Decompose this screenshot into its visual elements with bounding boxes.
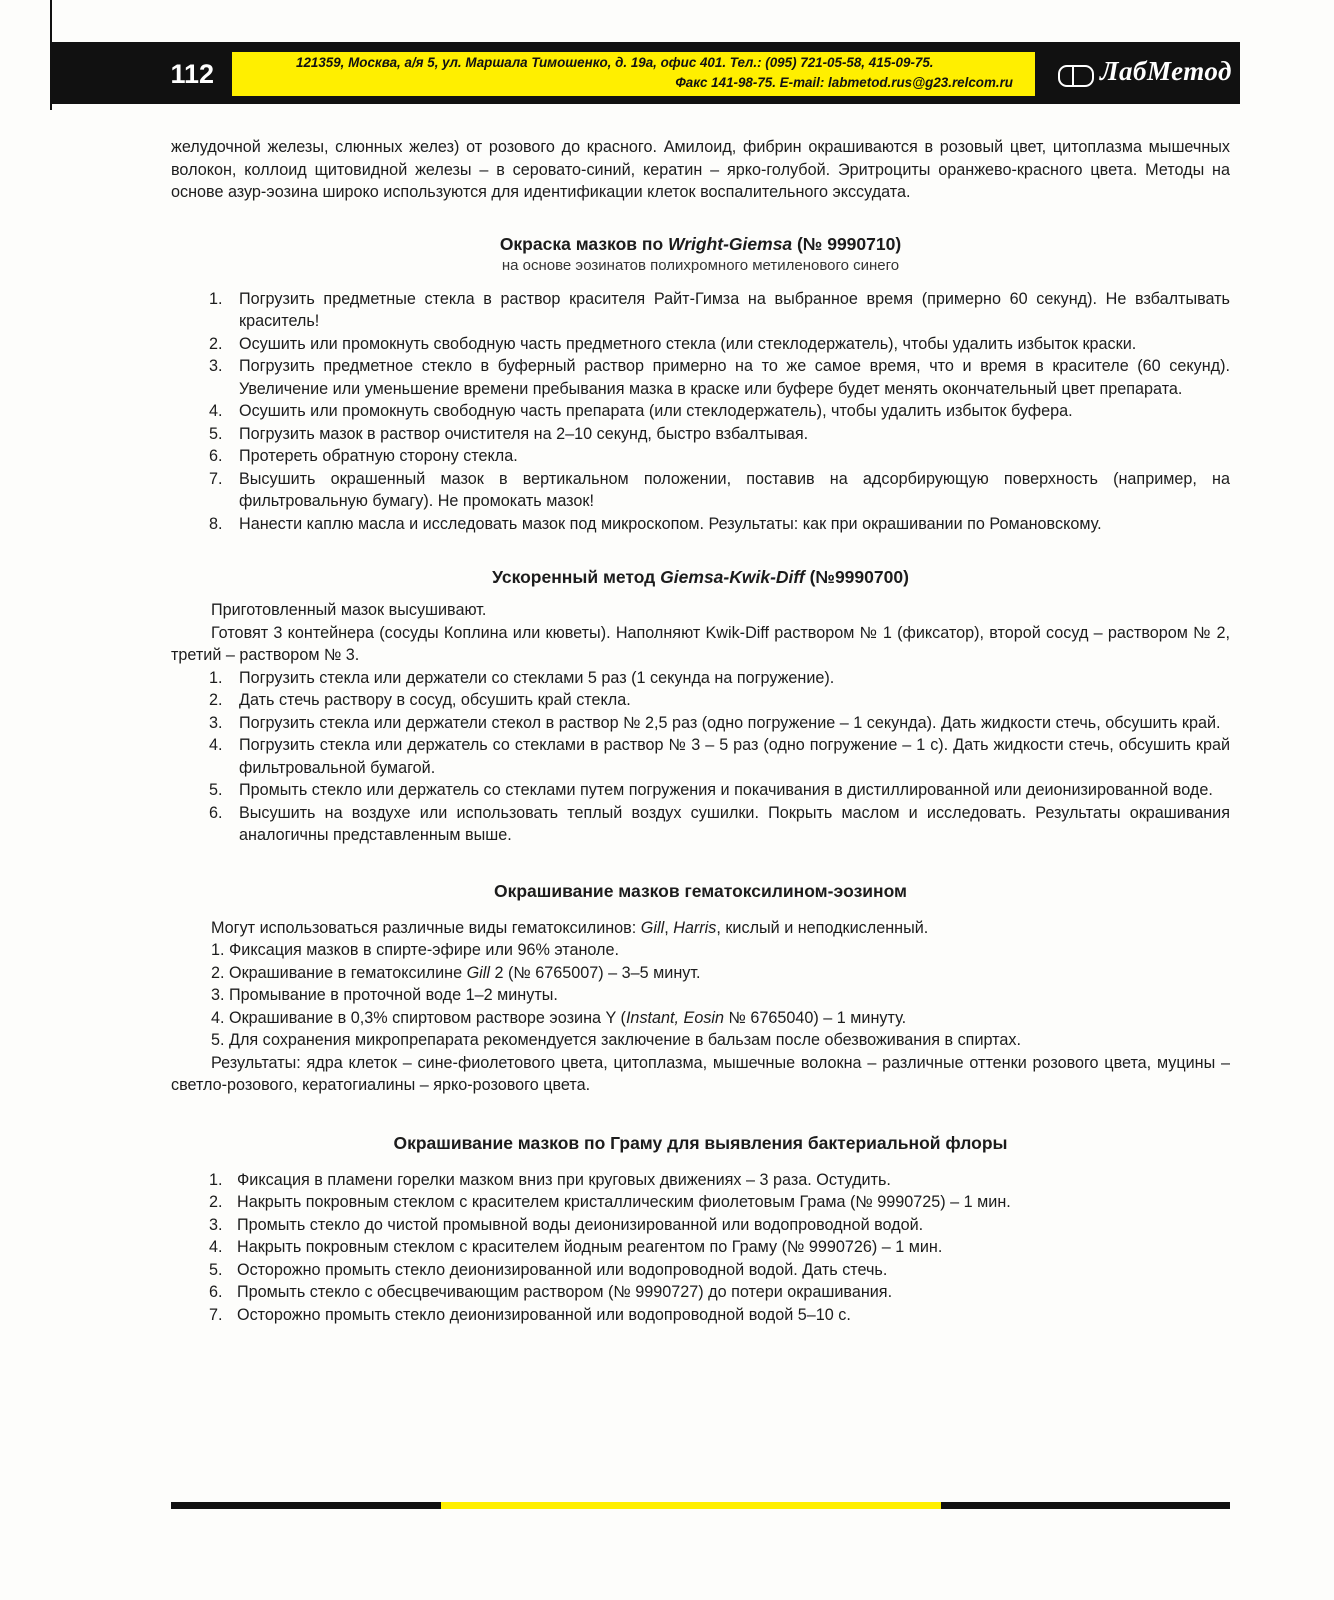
title-part: (№9990700) <box>804 567 909 587</box>
list-item <box>171 667 1230 690</box>
address-banner <box>232 52 1035 96</box>
list-item-number: 5. <box>209 424 223 443</box>
section-title: Окрашивание мазков гематоксилином-эозином <box>493 880 908 901</box>
list-item-number: 2. <box>209 691 223 709</box>
text-italic: Gill <box>466 963 490 982</box>
list-item-text: Накрыть покровным стеклом с красителем йодным реагентом по Граму (№ 9990726) – 1 мин. <box>237 1238 943 1256</box>
footer-rule-yellow <box>441 1502 941 1509</box>
section-wright-giemsa <box>171 232 1230 536</box>
page-number: 112 <box>170 59 214 89</box>
list-item-text: Промыть стекло до чистой промывной воды деионизированной или водопроводной водой. <box>237 1215 924 1234</box>
title-part: (№ 9990710) <box>792 233 902 254</box>
list-item <box>171 802 1230 847</box>
list-item-text: Нанести каплю масла и исследовать мазок под микроскопом. Результаты: как при окрашивании по Романовскому. <box>239 514 1102 533</box>
text: № 6765040) – 1 минуту. <box>724 1008 907 1027</box>
list-item-text: Высушить на воздухе или использовать теплый воздух сушилки. Покрыть маслом и исследовать. Результаты окрашивания аналогичны представленным выше. <box>239 803 1230 844</box>
address-line-2: Факс 141-98-75. E-mail: labmetod.rus@g23.relcom.ru <box>675 75 1013 90</box>
text-italic: Harris <box>673 918 717 937</box>
list-item-number: 6. <box>209 1283 223 1301</box>
title-italic: Giemsa-Kwik-Diff <box>660 567 805 587</box>
list-item <box>171 1259 1230 1282</box>
footer-rule-black-right <box>941 1502 1230 1509</box>
list-item-number: 4. <box>209 736 223 754</box>
list-item <box>171 734 1230 779</box>
page-number-block <box>52 48 232 100</box>
list-item-text: Промыть стекло или держатель со стеклами путем погружения и покачивания в дистиллированной или деионизированной воде. <box>239 781 1213 799</box>
list-item-number: 1. <box>209 289 223 308</box>
footer-rule-black-left <box>171 1502 441 1509</box>
text: , кислый и неподкисленный. <box>716 918 929 937</box>
list-item-number: 3. <box>209 713 223 732</box>
steps-list <box>171 1169 1230 1327</box>
list-item-text: Протереть обратную сторону стекла. <box>239 447 518 465</box>
page-header <box>52 42 1240 104</box>
text: 4. Окрашивание в 0,3% спиртовом растворе эозина Y ( <box>211 1008 626 1027</box>
list-item <box>171 513 1230 536</box>
list-item <box>171 445 1230 468</box>
intro-paragraph: желудочной железы, слюнных желез) от розового до красного. Амилоид, фибрин окрашиваются в розовый цвет, цитоплазма мышечных волокон, коллоид щитовидной железы – в серовато-синий, кератин – ярко-голубой. Эритроциты оранжево-красного цвета. Методы на основе азур-эозина широко используются для идентификации клеток воспалительного экссудата. <box>171 138 1230 201</box>
list-item-text: Погрузить мазок в раствор очистителя на 2–10 секунд, быстро взбалтывая. <box>239 424 809 443</box>
list-item-number: 6. <box>209 803 223 822</box>
section-title <box>171 565 1230 589</box>
list-item: 1. Фиксация мазков в спирте-эфире или 96% этаноле. <box>211 941 620 959</box>
list-item <box>171 1281 1230 1304</box>
section-title: Окрашивание мазков по Граму для выявления бактериальной флоры <box>393 1132 1008 1153</box>
list-item-text: Промыть стекло с обесцвечивающим раствором (№ 9990727) до потери окрашивания. <box>237 1283 893 1301</box>
list-item <box>171 962 1230 985</box>
text: 2 (№ 6765007) – 3–5 минут. <box>489 963 701 982</box>
paragraph: Готовят 3 контейнера (сосуды Коплина или кюветы). Наполняют Kwik-Diff раствором № 1 (фиксатор), второй сосуд – раствором № 2, третий – раствором № 3. <box>171 623 1230 664</box>
list-item-text: Погрузить стекла или держатель со стеклами в раствор № 3 – 5 раз (одно погружение – 1 с). Дать жидкости стечь, обсушить край фильтровальной бумагой. <box>239 736 1230 777</box>
list-item <box>171 1214 1230 1237</box>
logo-text: ЛабМетод <box>1100 56 1232 86</box>
list-item <box>171 468 1230 513</box>
results-paragraph: Результаты: ядра клеток – сине-фиолетового цвета, цитоплазма, мышечные волокна – различные оттенки розового цвета, муцины – светло-розового, кератогиалины – ярко-розового цвета. <box>171 1053 1230 1094</box>
footer-rule <box>171 1502 1230 1509</box>
text-italic: Gill <box>640 918 665 937</box>
address-line-1: 121359, Москва, а/я 5, ул. Маршала Тимошенко, д. 19а, офис 401. Тел.: (095) 721-05-58, 415-09-75. <box>296 55 934 70</box>
list-item-number: 6. <box>209 447 223 465</box>
logo <box>1042 48 1240 100</box>
list-item <box>171 1007 1230 1030</box>
list-item-text: Погрузить предметные стекла в раствор красителя Райт-Гимза на выбранное время (примерно 60 секунд). Не взбалтывать краситель! <box>239 289 1230 330</box>
title-italic: Wright-Giemsa <box>668 233 793 254</box>
steps-list <box>171 667 1230 847</box>
text: 2. Окрашивание в гематоксилине <box>211 963 467 982</box>
list-item-text: Осторожно промыть стекло деионизированной или водопроводной водой. Дать стечь. <box>237 1260 888 1279</box>
list-item-number: 7. <box>209 1305 223 1324</box>
logo-icon <box>1058 65 1094 87</box>
list-item-text: Фиксация в пламени горелки мазком вниз при круговых движениях – 3 раза. Остудить. <box>237 1170 891 1189</box>
list-item-text: Дать стечь раствору в сосуд, обсушить край стекла. <box>239 691 631 709</box>
section-subtitle: на основе эозинатов полихромного метиленового синего <box>501 256 900 274</box>
section-hematoxylin-eosin <box>171 879 1230 1097</box>
list-item-number: 7. <box>209 469 223 488</box>
list-item-number: 2. <box>209 1193 223 1211</box>
list-item-text: Накрыть покровным стеклом с красителем кристаллическим фиолетовым Грама (№ 9990725) – 1 мин. <box>237 1193 1011 1211</box>
text: Могут использоваться различные виды гематоксилинов: <box>211 918 641 937</box>
list-item <box>171 1169 1230 1192</box>
list-item <box>171 400 1230 423</box>
list-item-text: Высушить окрашенный мазок в вертикальном положении, поставив на адсорбирующую поверхность (например, на фильтровальную бумагу). Не промокать мазок! <box>239 469 1230 510</box>
section-title <box>171 232 1230 256</box>
title-part: Окраска мазков по <box>499 233 669 254</box>
list-item <box>171 1236 1230 1259</box>
list-item: 5. Для сохранения микропрепарата рекомендуется заключение в бальзам после обезвоживания в спиртах. <box>211 1031 1021 1049</box>
paragraph: Приготовленный мазок высушивают. <box>211 601 487 619</box>
list-item-number: 3. <box>209 357 223 375</box>
list-item-number: 2. <box>209 334 223 353</box>
list-item-text: Погрузить предметное стекло в буферный раствор примерно на то же самое время, что и время в красителе (60 секунд). Увеличение или уменьшение времени пребывания мазка в краске или буфере будет менять окончательный цвет препарата. <box>239 357 1230 398</box>
list-item-text: Осушить или промокнуть свободную часть препарата (или стеклодержатель), чтобы удалить избыток буфера. <box>239 402 1073 420</box>
list-item-number: 5. <box>209 781 223 799</box>
list-item <box>171 355 1230 400</box>
list-item-number: 1. <box>209 668 223 687</box>
list-item <box>171 712 1230 735</box>
list-item-number: 8. <box>209 514 223 533</box>
text: , <box>664 918 674 937</box>
list-item: 3. Промывание в проточной воде 1–2 минуты. <box>211 986 558 1004</box>
list-item <box>171 689 1230 712</box>
list-item <box>171 779 1230 802</box>
list-item-number: 3. <box>209 1215 223 1234</box>
list-item <box>171 288 1230 333</box>
list-item-number: 5. <box>209 1260 223 1279</box>
list-item <box>171 1191 1230 1214</box>
text-italic: Instant, Eosin <box>625 1008 725 1027</box>
list-item-number: 4. <box>209 1238 223 1256</box>
section-gram <box>171 1131 1230 1327</box>
title-part: Ускоренный метод <box>492 567 661 587</box>
steps-list <box>171 288 1230 536</box>
paragraph <box>171 917 1230 940</box>
section-kwik-diff <box>171 565 1230 847</box>
list-item-number: 1. <box>209 1170 223 1189</box>
list-item-number: 4. <box>209 402 223 420</box>
list-item-text: Осушить или промокнуть свободную часть предметного стекла (или стеклодержатель), чтобы удалить избыток краски. <box>239 334 1137 353</box>
list-item <box>171 333 1230 356</box>
list-item-text: Погрузить стекла или держатели стекол в раствор № 2,5 раз (одно погружение – 1 секунда). Дать жидкости стечь, обсушить край. <box>239 713 1221 732</box>
list-item <box>171 1304 1230 1327</box>
page-content <box>171 136 1230 1326</box>
list-item-text: Погрузить стекла или держатели со стеклами 5 раз (1 секунда на погружение). <box>239 668 835 687</box>
list-item-text: Осторожно промыть стекло деионизированной или водопроводной водой 5–10 с. <box>237 1305 851 1324</box>
list-item <box>171 423 1230 446</box>
